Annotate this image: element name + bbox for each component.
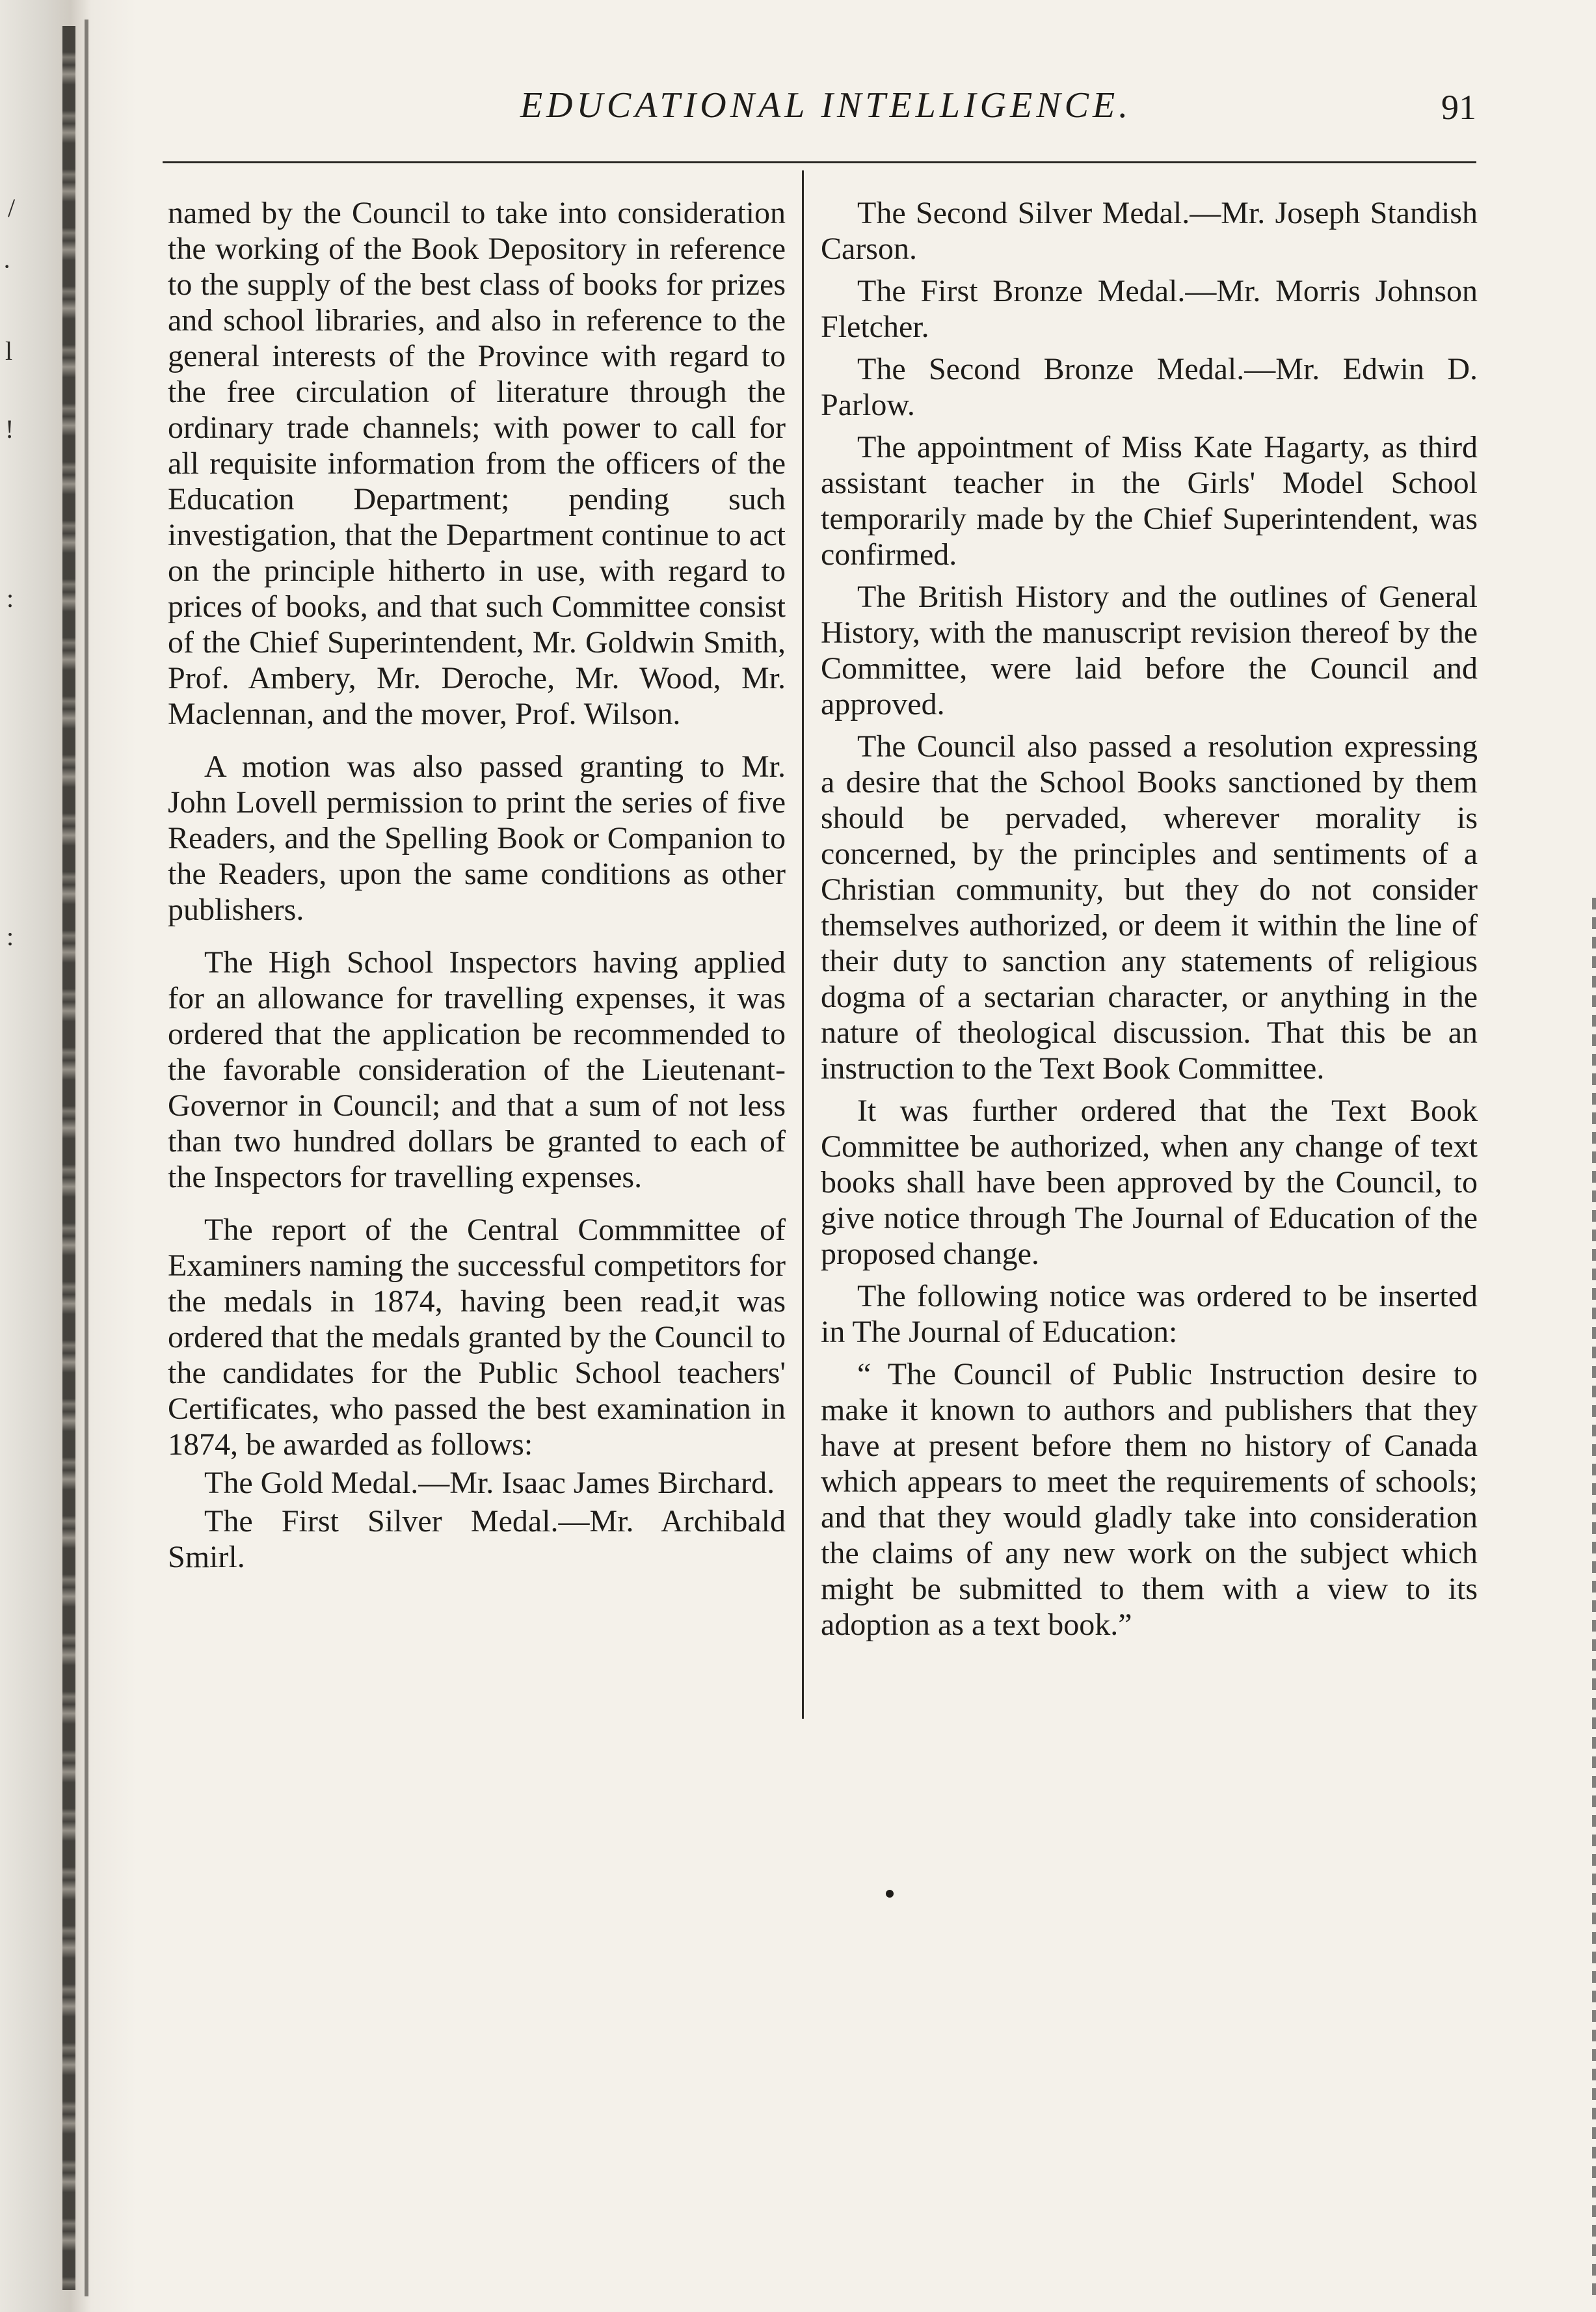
page-number: 91 [1441,88,1476,127]
margin-mark: : [7,922,14,951]
header-rule [163,161,1476,163]
paragraph-inspectors: The High School Inspectors having applied for an allowance for travelling expenses, it was ordered that the application be recommended to the favorable consideration of the Lieutenant-Governor in Council; and that a sum of not less than two hundred dollars be granted to each of the Inspectors for travelling expenses. [168,945,786,1194]
margin-mark: ! [5,414,14,444]
paragraph-lovell-motion: A motion was also passed granting to Mr. John Lovell permission to print the series of five Readers, and the Spelling Book or Companion to the Readers, upon the same conditions as other publishers. [168,749,786,927]
left-column [168,195,786,1575]
margin-mark: · [3,252,12,281]
margin-mark: / [8,193,16,222]
paragraph-second-bronze-medal: The Second Bronze Medal.—Mr. Edwin D. Parlow. [821,352,1478,422]
paragraph-notice-order: The following notice was ordered to be inserted in The Journal of Education: [821,1279,1478,1349]
right-column [821,195,1478,1643]
column-divider [802,170,804,1719]
book-spine-shadow [0,0,137,2312]
paragraph-text-book-committee: It was further ordered that the Text Book Committee be authorized, when any change of text books shall have been approved by the Council, to give notice through The Journal of Education of the proposed change. [821,1094,1478,1271]
stray-mark [886,1890,894,1898]
binding-edge [62,26,75,2290]
paragraph-school-books-resolution: The Council also passed a resolution expressing a desire that the School Books sanctioned by them should be pervaded, wherever morality is concerned, by the principles and sentiments of a Christian community, but they do not consider themselves authorized, or deem it within the line of their duty to sanction any statements of religious dogma of a sectarian character, or anything in the nature of theological discussion. That this be an instruction to the Text Book Committee. [821,729,1478,1086]
margin-mark: l [5,336,13,366]
paragraph-first-bronze-medal: The First Bronze Medal.—Mr. Morris Johnson Fletcher. [821,274,1478,344]
paragraph-council-notice: “ The Council of Public Instruction desire to make it known to authors and publishers that they have at present before them no history of Canada which appears to meet the requirements of schools; and that they would gladly take into consideration the claims of any new work on the subject which might be submitted to them with a view to its adoption as a text book.” [821,1357,1478,1642]
paragraph-gold-medal: The Gold Medal.—Mr. Isaac James Birchard. [204,1466,775,1500]
page-header [163,85,1476,150]
binding-fold [85,20,88,2296]
paragraph-second-silver-medal: The Second Silver Medal.—Mr. Joseph Standish Carson. [821,196,1478,266]
paragraph-medals-report: The report of the Central Commmittee of Examiners naming the successful competitors for the medals in 1874, having been read,it was ordered that the medals granted by the Council to the candidates for the Public School teachers' Certificates, who passed the best examination in 1874, be awarded as follows: [168,1213,786,1462]
paragraph-first-silver-medal: The First Silver Medal.—Mr. Archibald Smirl. [168,1504,786,1574]
page-edge-right [1592,898,1596,2303]
paragraph-hagarty-appointment: The appointment of Miss Kate Hagarty, as third assistant teacher in the Girls' Model School temporarily made by the Chief Superintendent, was confirmed. [821,430,1478,572]
running-title: EDUCATIONAL INTELLIGENCE. [520,85,1132,126]
paragraph-british-history: The British History and the outlines of General History, with the manuscript revision thereof by the Committee, were laid before the Council and approved. [821,580,1478,721]
margin-mark: : [7,584,14,613]
paragraph-committee: named by the Council to take into consideration the working of the Book Depository in reference to the supply of the best class of books for prizes and school libraries, and also in reference to the general interests of the Province with regard to the free circulation of literature through the ordinary trade channels; with power to call for all requisite information from the officers of the Education Department; pending such investigation, that the Department continue to act on the principle hitherto in use, with regard to prices of books, and that such Committee consist of the Chief Superintendent, Mr. Goldwin Smith, Prof. Ambery, Mr. Deroche, Mr. Wood, Mr. Maclennan, and the mover, Prof. Wilson. [168,196,786,731]
